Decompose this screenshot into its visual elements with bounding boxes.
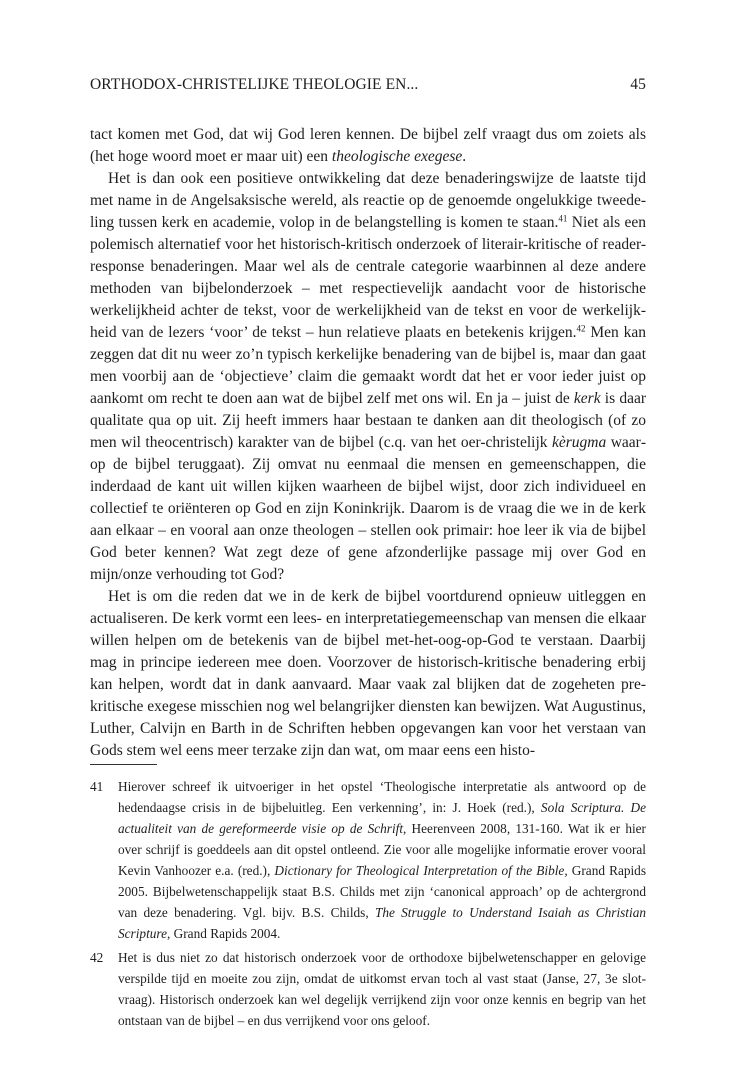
p2-italic-kerugma: kèrugma [551, 434, 607, 451]
footnote-number: 42 [90, 950, 104, 965]
footnote-41 [90, 776, 646, 944]
fn41-title-sola-scriptura: Sola Scriptura. De actualiteit van de gereformeerde visie op de Schrift [118, 800, 647, 836]
running-header [90, 70, 646, 92]
footnotes [90, 776, 646, 1034]
paragraph-2 [90, 168, 646, 586]
p1-text-a: tact komen met God, dat wij God leren kennen. De bijbel zelf vraagt dus om zoiets als (het hoge woord moet er maar uit) een [90, 126, 646, 165]
fn41-text-g: , Grand Rapids 2004. [167, 926, 281, 941]
footnote-number: 41 [90, 779, 104, 794]
footnote-separator [90, 764, 157, 765]
p2-text-b: Niet als een polemisch alternatief voor het historisch-kritisch onderzoek of literair-kritische of reader-response benaderingen. Maar wel als de centrale categorie waarbinnen al deze andere methoden van bijbelonderzoek – met respectievelijk aandacht voor de historische werkelijkheid achter de tekst, voor de werkelijkheid van de tekst en voor de werkelijkheid van de lezers ‘voor’ de tekst – hun relatieve plaats en betekenis krijgen. [90, 214, 646, 341]
page-number: 45 [630, 76, 646, 93]
p2-text-a: Het is dan ook een positieve ontwikkeling dat deze benaderingswijze de laatste tijd met name in de Angelsaksische wereld, als reactie op de genoemde ongelukkige tweedeling tussen kerk en academie, volop in de belangstelling is komen te staan. [90, 170, 646, 231]
p2-text-e: is daar qualitate qua op uit. Zij heeft immers haar bestaan te danken aan dit theologisch (of zo men wil theocentrisch) karakter van de bijbel (c.q. van het oer-christelijk [90, 390, 646, 451]
fn41-title-dictionary: Dictionary for Theological Interpretation of the Bible [274, 863, 565, 878]
footnote-ref-42[interactable]: 42 [576, 323, 586, 334]
p2-text-g: waarop de bijbel teruggaat). Zij omvat nu eenmaal die mensen en gemeenschappen, die inderdaad de kant uit willen kijken waarheen de bijbel wijst, door zich individueel en collectief te oriënteren op God en zijn Koninkrijk. Daarom is de vraag die we in de kerk aan elkaar – en vooral aan onze theologen – stellen ook primair: hoe leer ik via de bijbel God beter kennen? Wat zegt deze of gene afzonderlijke passage mij over God en mijn/onze verhouding tot God? [90, 434, 646, 583]
main-text [90, 124, 646, 762]
running-title: ORTHODOX-CHRISTELIJKE THEOLOGIE EN... [90, 76, 419, 93]
page [90, 70, 647, 759]
paragraph-3: Het is om die reden dat we in de kerk de bijbel voortdurend opnieuw uitleggen en actualiseren. De kerk vormt een lees- en interpretatiegemeenschap van mensen die elkaar willen helpen om de betekenis van de bijbel met-het-oog-op-God te verstaan. Daarbij mag in principe iedereen mee doen. Voorzover de historisch-kritische benadering erbij kan helpen, wordt dat in dank aanvaard. Maar vaak zal blijken dat de zogeheten pre-kritische exegese misschien nog wel belangrijker diensten kan bewijzen. Wat Augustinus, Luther, Calvijn en Barth in de Schriften hebben opgevangen kan voor het verstaan van Gods stem wel eens meer terzake zijn dan wat, om maar eens een histo- [90, 588, 646, 759]
footnote-ref-41[interactable]: 41 [558, 213, 568, 224]
p1-italic-theologische-exegese: theologische exegese [331, 148, 463, 165]
p2-text-c: Men kan zeggen dat dit nu weer zo’n typisch kerkelijke benadering van de bijbel is, maar dan gaat men voorbij aan de ‘objectieve’ claim die gemaakt wordt dat het er voor ieder juist op aankomt om recht te doen aan wat de bijbel zelf met ons wil. En ja – juist de [90, 324, 647, 407]
fn41-text-c: , Heerenveen 2008, 131-160. Wat ik er hier over schrijf is goeddeels aan dit opstel ontleend. Zie voor alle mogelijke informatie erover vooral Kevin Vanhoozer e.a. (red.), [118, 821, 646, 878]
p1-text-c: . [462, 148, 467, 165]
fn41-title-struggle: The Struggle to Understand Isaiah as Christian Scripture [118, 905, 646, 941]
fn41-text-a: Hierover schreef ik uitvoeriger in het opstel ‘Theologische interpretatie als antwoord op de hedendaagse crisis in de bijbeluitleg. Een verkenning’, in: J. Hoek (red.), [118, 779, 646, 815]
footnote-42 [90, 947, 646, 1031]
fn42-text: Het is dus niet zo dat historisch onderzoek voor de orthodoxe bijbelwetenschapper en gelovige verspilde tijd en moeite zou zijn, omdat de uitkomst ervan toch al vast staat (Janse, 27, 3e slotvraag). Historisch onderzoek kan wel degelijk verrijkend zijn voor onze kennis en begrip van het ontstaan van de bijbel – en dus verrijkend voor ons geloof. [118, 950, 646, 1028]
fn41-text-e: , Grand Rapids 2005. Bijbelwetenschappelijk staat B.S. Childs met zijn ‘canonical approach’ op de achtergrond van deze benadering. Vgl. bijv. B.S. Childs, [118, 863, 647, 920]
paragraph-1 [90, 124, 646, 168]
p2-italic-kerk: kerk [573, 390, 601, 407]
